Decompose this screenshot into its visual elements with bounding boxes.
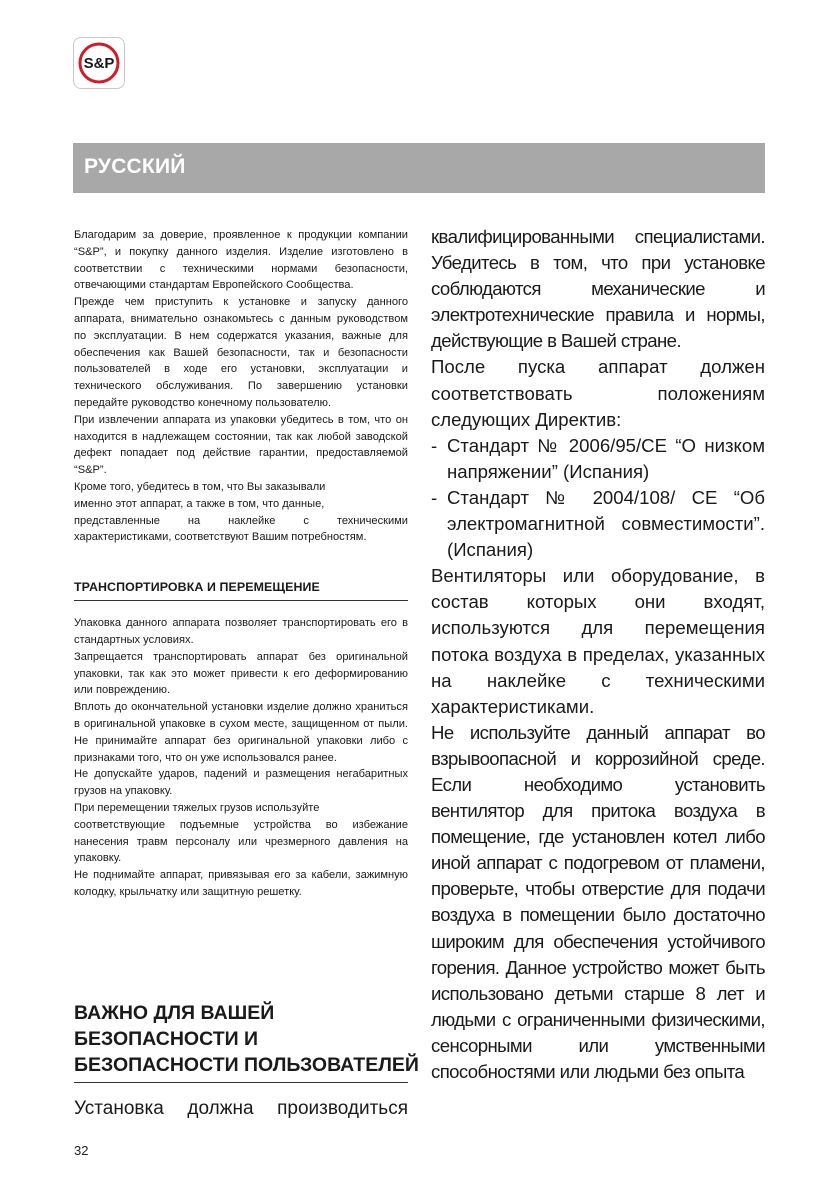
safety-section-title: [74, 1000, 419, 1083]
directive-text: Стандарт № 2006/95/CE “О низком напряжении” (Испания): [447, 434, 765, 482]
transport-paragraph: Вплоть до окончательной установки изделие должно храниться в оригинальной упаковке в сухом месте, защищенном от пыли. Не принимайте аппарат без оригинальной упаковки либо с признаками того, что он уже использовался ранее.: [74, 701, 408, 764]
transport-section-title: ТРАНСПОРТИРОВКА И ПЕРЕМЕЩЕНИЕ: [74, 580, 408, 601]
transport-paragraph: соответствующие подъемные устройства во избежание нанесения травм персоналу или чрезмерного давления на упаковку.: [74, 818, 408, 865]
fans-paragraph: Вентиляторы или оборудование, в состав которых они входят, используются для перемещения потока воздуха в пределах, указанных на наклейке с техническими характеристиками.: [431, 565, 765, 717]
transport-paragraph: При перемещении тяжелых грузов используйте: [74, 801, 320, 814]
intro-paragraph: При извлечении аппарата из упаковки убедитесь в том, что он находится в надлежащем состоянии, так как любой заводской дефект попадает под действие гарантии, предоставляемой “S&P”.: [74, 413, 408, 477]
intro-paragraph: Кроме того, убедитесь в том, что Вы заказывали: [74, 480, 326, 493]
intro-section: [74, 227, 408, 546]
intro-paragraph: Прежде чем приступить к установке и запуску данного аппарата, внимательно ознакомьтесь с данным руководством по эксплуатации. В нем содержатся указания, важные для обеспечения как Вашей безопасности, так и безопасности пользователей в ходе его установки, эксплуатации и технического обслуживания. По завершению установки передайте руководство конечному пользователю.: [74, 296, 408, 409]
language-label: РУССКИЙ: [84, 155, 186, 178]
list-dash: -: [431, 486, 438, 508]
intro-paragraph: представленные на наклейке с техническими характеристиками, соответствуют Вашим потребностям.: [74, 514, 408, 544]
intro-paragraph: Благодарим за доверие, проявленное к продукции компании “S&P”, и покупку данного изделия. Изделие изготовлено в соответствии с техническими нормами безопасности, отвечающими стандартам Европейского Сообщества.: [74, 229, 408, 292]
safety-title-line: ВАЖНО ДЛЯ ВАШЕЙ: [74, 1002, 275, 1024]
transport-section: [74, 615, 408, 901]
safety-paragraph: квалифицированными специалистами. Убедитесь в том, что при установке соблюдаются механические и электротехнические правила и нормы, действующие в Вашей стране.: [431, 226, 765, 352]
sp-logo-text: S&P: [83, 55, 115, 72]
transport-paragraph: Не поднимайте аппарат, привязывая его за кабели, зажимную колодку, крыльчатку или защитную решетку.: [74, 869, 408, 898]
transport-paragraph: Запрещается транспортировать аппарат без оригинальной упаковки, так как это может привести к его деформированию или повреждению.: [74, 650, 408, 697]
sp-logo: [73, 37, 125, 89]
safety-title-line: БЕЗОПАСНОСТИ И: [74, 1028, 259, 1050]
transport-paragraph: Не допускайте ударов, падений и размещения негабаритных грузов на упаковку.: [74, 768, 408, 798]
intro-paragraph: именно этот аппарат, а также в том, что данные,: [74, 497, 325, 510]
safety-first-line: Установка должна производиться: [74, 1098, 408, 1119]
safety-title-line: БЕЗОПАСНОСТИ ПОЛЬЗОВАТЕЛЕЙ: [74, 1054, 419, 1076]
transport-paragraph: Упаковка данного аппарата позволяет транспортировать его в стандартных условиях.: [74, 617, 408, 646]
right-column: [431, 224, 765, 1085]
directive-text: Стандарт № 2004/108/ CE “Об электромагнитной совместимости”. (Испания): [447, 486, 765, 561]
sp-logo-icon: [74, 38, 124, 88]
warning-paragraph: Не используйте данный аппарат во взрывоопасной и коррозийной среде. Если необходимо установить вентилятор для притока воздуха в помещение, где установлен котел либо иной аппарат с подогревом от пламени, проверьте, чтобы отверстие для подачи воздуха в помещении было достаточно широким для обеспечения устойчивого горения. Данное устройство может быть использовано детьми старше 8 лет и людьми с ограниченными физическими, сенсорными или умственными способностями или людьми без опыта: [431, 721, 765, 1082]
page-number: 32: [74, 1143, 89, 1158]
directive-item: [431, 485, 765, 563]
left-column: [74, 227, 408, 901]
directive-item: [431, 433, 765, 485]
list-dash: -: [431, 434, 438, 456]
directives-intro: После пуска аппарат должен соответствовать положениям следующих Директив:: [431, 356, 765, 430]
language-header-bar: [73, 143, 765, 193]
